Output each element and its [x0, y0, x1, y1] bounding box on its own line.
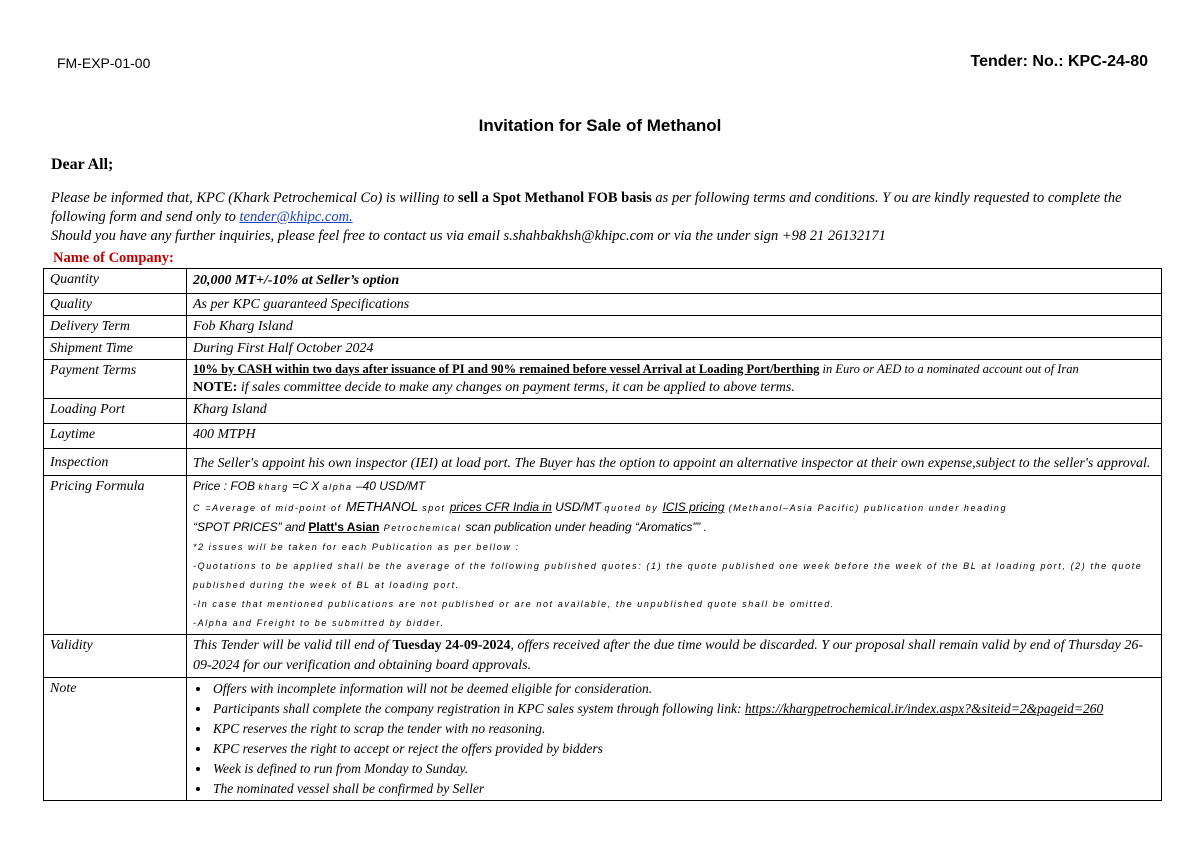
pricing-line-1: Price : FOB kharg =C X alpha –40 USD/MT [193, 479, 426, 493]
validity-label: Validity [44, 635, 187, 678]
table-row [44, 476, 1162, 635]
payment-note-label: NOTE: [193, 380, 238, 395]
list-item: • The nominated vessel shall be confirmed by Seller [211, 779, 1155, 799]
pricing-line-6: -In case that mentioned publications are not published or are not available, the unpublished quote shall be omitted. [193, 599, 835, 609]
registration-link[interactable]: https://khargpetrochemical.ir/index.aspx?&siteid=2&pageid=260 [744, 701, 1104, 716]
laytime-value: 400 MTPH [187, 424, 1162, 449]
table-row [44, 360, 1162, 399]
intro-text-1: Please be informed that, KPC (Khark Petrochemical Co) is willing to [51, 190, 459, 206]
intro-bold-text: sell a Spot Methanol FOB basis [458, 190, 652, 206]
list-item: • KPC reserves the right to accept or reject the offers provided by bidders [211, 739, 1155, 759]
list-item: • Participants shall complete the company registration in KPC sales system through following link: https://khargpetrochemical.ir/index.aspx?&siteid=2&pageid=260 [211, 699, 1155, 719]
shipment-time-value: During First Half October 2024 [187, 338, 1162, 360]
pricing-line-2: C =Average of mid-point of METHANOL spot prices CFR India in USD/MT quoted by ICIS pricing (Methanol–Asia Pacific) publication under heading [193, 499, 1008, 514]
intro-paragraph [51, 189, 1161, 246]
terms-table [43, 268, 1162, 801]
document-title: Invitation for Sale of Methanol [478, 116, 722, 135]
validity-value: This Tender will be valid till end of Tuesday 24-09-2024, offers received after the due time would be discarded. Y our proposal shall remain valid by end of Thursday 26-09-2024 for our verification and obtaining board approvals. [187, 635, 1162, 678]
pricing-line-7: -Alpha and Freight to be submitted by bidder. [193, 618, 445, 628]
table-row [44, 316, 1162, 338]
table-row [44, 269, 1162, 294]
quality-label: Quality [44, 294, 187, 316]
laytime-label: Laytime [44, 424, 187, 449]
form-code: FM-EXP-01-00 [57, 55, 151, 71]
note-label: Note [44, 678, 187, 801]
payment-terms-bold: 10% by CASH within two days after issuance of PI and 90% remained before vessel Arrival at Loading Port/berthing [193, 362, 820, 376]
list-item: • KPC reserves the right to scrap the tender with no reasoning. [211, 719, 1155, 739]
intro-contact-text: Should you have any further inquiries, please feel free to contact us via email s.shahbakhsh@khipc.com or via the under sign +98 21 26132171 [51, 228, 886, 244]
payment-note-text: if sales committee decide to make any changes on payment terms, it can be applied to above terms. [237, 380, 795, 395]
list-item: • Week is defined to run from Monday to Sunday. [211, 759, 1155, 779]
table-row [44, 338, 1162, 360]
note-value [187, 678, 1162, 801]
table-row [44, 399, 1162, 424]
inspection-value: The Seller's appoint his own inspector (IEI) at load port. The Buyer has the option to appoint an alternative inspector at their own expense,subject to the seller's approval. [187, 449, 1162, 476]
table-row [44, 449, 1162, 476]
delivery-term-label: Delivery Term [44, 316, 187, 338]
table-row [44, 678, 1162, 801]
notes-list [193, 679, 1155, 799]
tender-email-link[interactable]: tender@khipc.com. [239, 209, 353, 225]
payment-terms-rest: in Euro or AED to a nominated account out of Iran [819, 362, 1079, 376]
intro-text-2: as per following terms and conditions. Y ou are kindly requested to complete the following form and send only to [51, 190, 1122, 225]
table-row [44, 635, 1162, 678]
payment-terms-value [187, 360, 1162, 399]
table-row [44, 294, 1162, 316]
quality-value: As per KPC guaranteed Specifications [187, 294, 1162, 316]
shipment-time-label: Shipment Time [44, 338, 187, 360]
quantity-value: 20,000 MT+/-10% at Seller’s option [187, 269, 1162, 294]
pricing-formula-value [187, 476, 1162, 635]
company-name-label: Name of Company: [53, 250, 174, 266]
payment-terms-label: Payment Terms [44, 360, 187, 399]
loading-port-label: Loading Port [44, 399, 187, 424]
loading-port-value: Kharg Island [187, 399, 1162, 424]
pricing-formula-label: Pricing Formula [44, 476, 187, 635]
validity-date-bold: Tuesday 24-09-2024 [392, 638, 511, 653]
greeting: Dear All; [51, 156, 114, 173]
table-row [44, 424, 1162, 449]
pricing-line-5: -Quotations to be applied shall be the average of the following published quotes: (1) the quote published one week before the week of the BL at loading port, (2) the quote published during the week of BL at loading port. [193, 561, 1143, 590]
list-item: • Offers with incomplete information will not be deemed eligible for consideration. [211, 679, 1155, 699]
quantity-label: Quantity [44, 269, 187, 294]
delivery-term-value: Fob Kharg Island [187, 316, 1162, 338]
pricing-line-3: “SPOT PRICES” and Platt's Asian Petrochemical scan publication under heading “Aromatics”” . [193, 520, 707, 534]
inspection-label: Inspection [44, 449, 187, 476]
tender-number: Tender: No.: KPC-24-80 [970, 53, 1148, 70]
pricing-line-4: *2 issues will be taken for each Publication as per bellow : [193, 542, 520, 552]
